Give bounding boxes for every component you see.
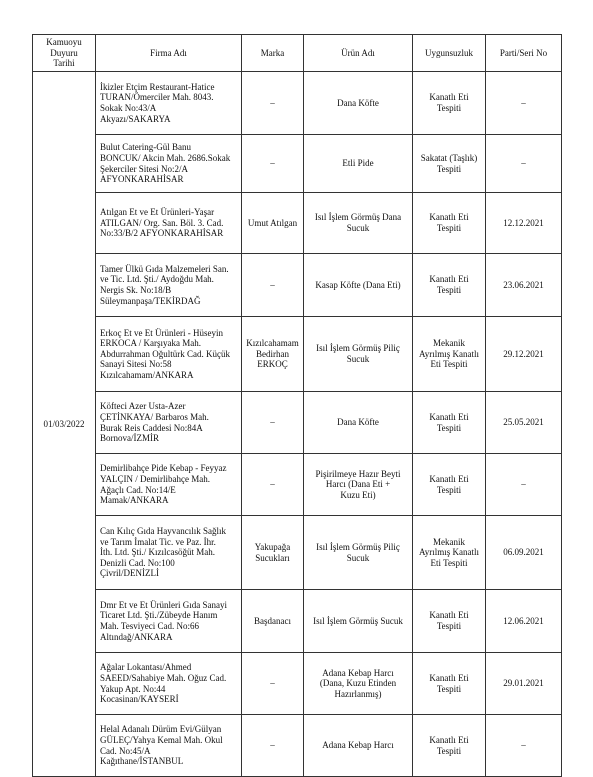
brand: – — [242, 715, 304, 777]
table-row — [33, 72, 562, 135]
recall-table — [32, 34, 562, 777]
nonconformity: Kanatlı Eti Tespiti — [413, 392, 486, 454]
table-row — [33, 254, 562, 317]
table-row — [33, 715, 562, 777]
header-brand: Marka — [242, 35, 304, 72]
table-row — [33, 392, 562, 454]
announcement-date: 01/03/2022 — [33, 72, 96, 777]
nonconformity: Kanatlı Eti Tespiti — [413, 454, 486, 516]
batch-no: 29.12.2021 — [486, 317, 562, 392]
brand: – — [242, 135, 304, 193]
brand: – — [242, 254, 304, 317]
firm-name: Köfteci Azer Usta-Azer ÇETİNKAYA/ Barbaros Mah. Burak Reis Caddesi No:84A Bornova/İZMİR — [96, 392, 242, 454]
table-row — [33, 317, 562, 392]
product-name: Pişirilmeye Hazır Beyti Harcı (Dana Eti + Kuzu Eti) — [304, 454, 413, 516]
batch-no: 25.05.2021 — [486, 392, 562, 454]
batch-no: – — [486, 454, 562, 516]
product-name: Dana Köfte — [304, 392, 413, 454]
nonconformity: Kanatlı Eti Tespiti — [413, 72, 486, 135]
nonconformity: Kanatlı Eti Tespiti — [413, 254, 486, 317]
header-batch: Parti/Seri No — [486, 35, 562, 72]
brand: Başdanacı — [242, 590, 304, 653]
product-name: Adana Kebap Harcı — [304, 715, 413, 777]
batch-no: – — [486, 135, 562, 193]
recall-table-wrapper — [32, 34, 562, 777]
table-header-row — [33, 35, 562, 72]
product-name: Etli Pide — [304, 135, 413, 193]
nonconformity: Sakatat (Taşlık) Tespiti — [413, 135, 486, 193]
firm-name: Demirlibahçe Pide Kebap - Feyyaz YALÇIN / Demirlibahçe Mah. Ağaçlı Cad. No:14/E Mamak/ANKARA — [96, 454, 242, 516]
batch-no: 12.06.2021 — [486, 590, 562, 653]
batch-no: 23.06.2021 — [486, 254, 562, 317]
header-firm: Firma Adı — [96, 35, 242, 72]
firm-name: Erkoç Et ve Et Ürünleri - Hüseyin ERKOCA / Karşıyaka Mah. Abdurrahman Oğultürk Cad. Küçük Sanayi Sitesi No:58 Kızılcahamam/ANKARA — [96, 317, 242, 392]
header-date: Kamuoyu Duyuru Tarihi — [33, 35, 96, 72]
firm-name: Can Kılıç Gıda Hayvancılık Sağlık ve Tarım İmalat Tic. ve Paz. İhr. İth. Ltd. Şti./ Kızılcasöğüt Mah. Denizli Cad. No:100 Çivril/DENİZLİ — [96, 516, 242, 590]
product-name: Isıl İşlem Görmüş Piliç Sucuk — [304, 317, 413, 392]
table-row — [33, 590, 562, 653]
brand: – — [242, 653, 304, 715]
table-row — [33, 193, 562, 254]
firm-name: Bulut Catering-Gül Banu BONCUK/ Akcin Mah. 2686.Sokak Şekerciler Sitesi No:2/A AFYONKARAHİSAR — [96, 135, 242, 193]
brand: – — [242, 72, 304, 135]
brand: Yakupağa Sucukları — [242, 516, 304, 590]
batch-no: – — [486, 715, 562, 777]
table-row — [33, 653, 562, 715]
batch-no: 29.01.2021 — [486, 653, 562, 715]
nonconformity: Mekanik Ayrılmış Kanatlı Eti Tespiti — [413, 317, 486, 392]
product-name: Adana Kebap Harcı (Dana, Kuzu Etinden Hazırlanmış) — [304, 653, 413, 715]
header-product: Ürün Adı — [304, 35, 413, 72]
firm-name: Tamer Ülkü Gıda Malzemeleri San. ve Tic. Ltd. Şti./ Aydoğdu Mah. Nergis Sk. No:18/B Süleymanpaşa/TEKİRDAĞ — [96, 254, 242, 317]
product-name: Isıl İşlem Görmüş Dana Sucuk — [304, 193, 413, 254]
brand: – — [242, 392, 304, 454]
product-name: Isıl İşlem Görmüş Piliç Sucuk — [304, 516, 413, 590]
nonconformity: Kanatlı Eti Tespiti — [413, 193, 486, 254]
brand: Kızılcahamam Bedirhan ERKOÇ — [242, 317, 304, 392]
firm-name: Ağalar Lokantası/Ahmed SAEED/Sahabiye Mah. Oğuz Cad. Yakup Apt. No:44 Kocasinan/KAYSERİ — [96, 653, 242, 715]
batch-no: – — [486, 72, 562, 135]
firm-name: Helal Adanalı Dürüm Evi/Gülyan GÜLEÇ/Yahya Kemal Mah. Okul Cad. No:45/A Kağıthane/İSTANBUL — [96, 715, 242, 777]
header-issue: Uygunsuzluk — [413, 35, 486, 72]
firm-name: Atılgan Et ve Et Ürünleri-Yaşar ATILGAN/ Org. San. Böl. 3. Cad. No:33/B/2 AFYONKARAHİSAR — [96, 193, 242, 254]
table-row — [33, 135, 562, 193]
product-name: Isıl İşlem Görmüş Sucuk — [304, 590, 413, 653]
nonconformity: Mekanik Ayrılmış Kanatlı Eti Tespiti — [413, 516, 486, 590]
batch-no: 12.12.2021 — [486, 193, 562, 254]
product-name: Kasap Köfte (Dana Eti) — [304, 254, 413, 317]
table-row — [33, 454, 562, 516]
firm-name: Dmr Et ve Et Ürünleri Gıda Sanayi Ticaret Ltd. Şti./Zübeyde Hanım Mah. Tesviyeci Cad. No:66 Altındağ/ANKARA — [96, 590, 242, 653]
brand: – — [242, 454, 304, 516]
firm-name: İkizler Etçim Restaurant-Hatice TURAN/Ömerciler Mah. 8043. Sokak No:43/A Akyazı/SAKARYA — [96, 72, 242, 135]
product-name: Dana Köfte — [304, 72, 413, 135]
brand: Umut Atılgan — [242, 193, 304, 254]
nonconformity: Kanatlı Eti Tespiti — [413, 715, 486, 777]
table-row — [33, 516, 562, 590]
nonconformity: Kanatlı Eti Tespiti — [413, 653, 486, 715]
nonconformity: Kanatlı Eti Tespiti — [413, 590, 486, 653]
batch-no: 06.09.2021 — [486, 516, 562, 590]
